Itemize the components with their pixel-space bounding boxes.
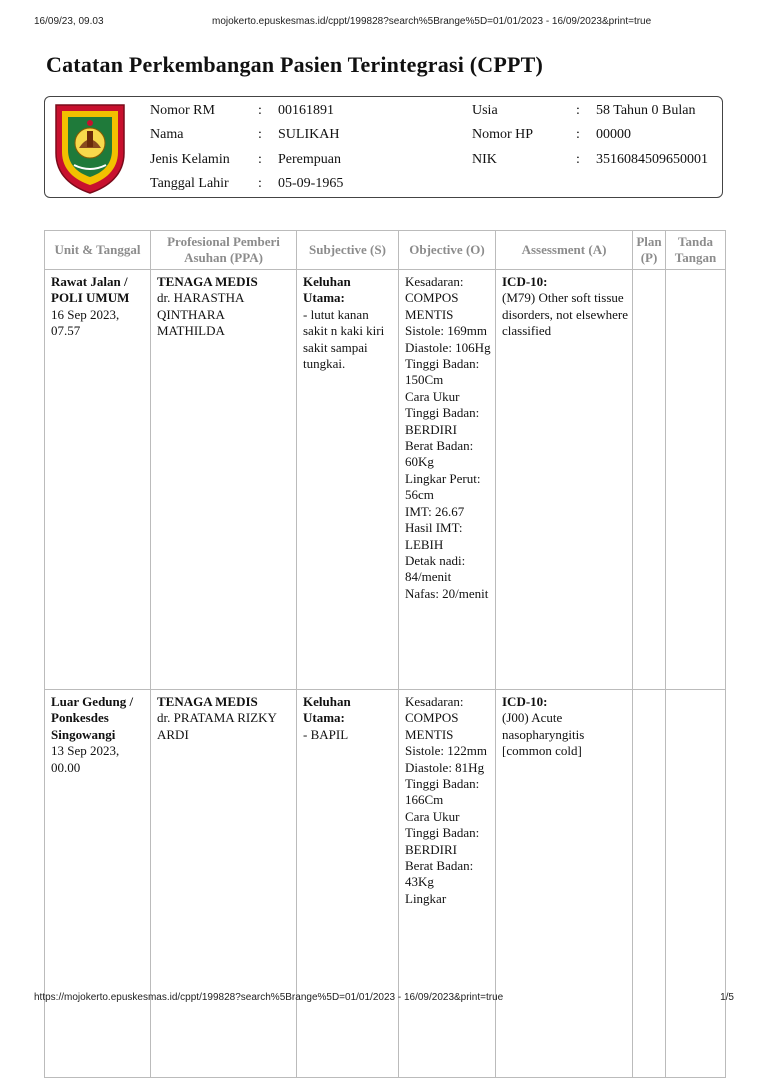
field-value: SULIKAH: [278, 127, 340, 143]
objective-line: Lingkar Perut: 56cm: [405, 470, 481, 503]
header-ppa: Profesional Pemberi Asuhan (PPA): [151, 231, 297, 270]
cell-ppa: [151, 690, 297, 1078]
subjective-text: - BAPIL: [303, 726, 349, 742]
assessment-label: ICD-10:: [502, 274, 548, 289]
patient-info-right: [472, 99, 708, 172]
print-header: [34, 16, 734, 30]
objective-line: Hasil IMT: LEBIH: [405, 520, 463, 552]
cell-subjective: [297, 270, 399, 690]
header-subjective: Subjective (S): [297, 231, 399, 270]
field-label: Jenis Kelamin: [150, 151, 230, 167]
cell-plan: [633, 690, 666, 1078]
objective-line: Nafas: 20/menit: [405, 585, 489, 601]
objective-line: Diastole: 106Hg: [405, 339, 491, 355]
cell-tanda-tangan: [666, 690, 726, 1078]
field-tanggal-lahir: [150, 172, 343, 196]
field-separator: :: [576, 103, 580, 118]
objective-line: Kesadaran: COMPOS MENTIS: [405, 694, 464, 742]
unit-name: Luar Gedung / Ponkesdes Singowangi: [51, 694, 134, 742]
header-unit-tanggal: Unit & Tanggal: [45, 231, 151, 270]
field-label: Usia: [472, 103, 498, 118]
field-nama: [150, 123, 343, 147]
header-assessment: Assessment (A): [496, 231, 633, 270]
print-datetime: 16/09/23, 09.03: [34, 16, 104, 27]
subjective-label: Keluhan Utama:: [303, 274, 351, 306]
field-label: Nomor RM: [150, 103, 215, 118]
field-nomor-rm: [150, 99, 343, 123]
cell-plan: [633, 270, 666, 690]
print-footer: [34, 992, 734, 1006]
field-value: 58 Tahun 0 Bulan: [596, 103, 696, 118]
assessment-text: (J00) Acute nasopharyngitis [common cold]: [502, 710, 585, 759]
table-row: [45, 690, 726, 1078]
field-separator: :: [576, 127, 580, 143]
objective-line: Sistole: 122mm: [405, 743, 487, 759]
objective-line: Diastole: 81Hg: [405, 759, 485, 775]
field-separator: :: [576, 151, 580, 167]
regency-emblem-logo: [52, 101, 128, 195]
cell-subjective: [297, 690, 399, 1078]
cell-unit-tanggal: [45, 270, 151, 690]
cell-objective: [399, 270, 496, 690]
cell-ppa: [151, 270, 297, 690]
field-label: Tanggal Lahir: [150, 175, 229, 191]
objective-line: Detak nadi: 84/menit: [405, 552, 466, 585]
objective-line: Tinggi Badan: 150Cm: [405, 356, 480, 388]
header-objective: Objective (O): [399, 231, 496, 270]
visit-datetime: 13 Sep 2023, 00.00: [51, 743, 120, 775]
table-header-row: [45, 231, 726, 270]
assessment-text: (M79) Other soft tissue disorders, not elsewhere classified: [502, 290, 628, 339]
field-value: 00000: [596, 127, 631, 143]
field-label: NIK: [472, 151, 497, 167]
page-number: 1/5: [720, 992, 734, 1003]
field-label: Nomor HP: [472, 127, 534, 143]
ppa-name: dr. PRATAMA RIZKY ARDI: [157, 710, 277, 742]
print-url: mojokerto.epuskesmas.id/cppt/199828?search%5Brange%5D=01/01/2023 - 16/09/2023&print=true: [212, 16, 652, 27]
unit-name: Rawat Jalan / POLI UMUM: [51, 274, 130, 306]
cppt-table: [44, 230, 726, 1078]
table-row: [45, 270, 726, 690]
subjective-text: - lutut kanan sakit n kaki kiri sakit sampai tungkai.: [303, 306, 385, 372]
objective-line: Sistole: 169mm: [405, 323, 487, 339]
field-separator: :: [258, 127, 262, 143]
field-value: 3516084509650001: [596, 151, 708, 167]
header-plan: Plan (P): [633, 231, 666, 270]
assessment-label: ICD-10:: [502, 694, 548, 709]
page-title: Catatan Perkembangan Pasien Terintegrasi (CPPT): [46, 52, 544, 77]
header-tanda-tangan: Tanda Tangan: [666, 231, 726, 270]
objective-line: Lingkar: [405, 890, 447, 906]
objective-line: Berat Badan: 43Kg: [405, 858, 474, 890]
ppa-name: dr. HARASTHA QINTHARA MATHILDA: [157, 290, 244, 339]
field-value: 00161891: [278, 103, 334, 118]
field-label: Nama: [150, 127, 184, 143]
field-jenis-kelamin: [150, 148, 343, 172]
cell-tanda-tangan: [666, 270, 726, 690]
ppa-role: TENAGA MEDIS: [157, 694, 258, 709]
objective-line: Tinggi Badan: 166Cm: [405, 776, 480, 808]
footer-url: https://mojokerto.epuskesmas.id/cppt/199828?search%5Brange%5D=01/01/2023 - 16/09/2023&print=true: [34, 992, 504, 1003]
field-separator: :: [258, 103, 262, 118]
field-nik: [472, 148, 708, 172]
cell-unit-tanggal: [45, 690, 151, 1078]
cell-assessment: [496, 690, 633, 1078]
objective-line: Cara Ukur Tinggi Badan: BERDIRI: [405, 808, 480, 857]
field-nomor-hp: [472, 123, 708, 147]
field-value: Perempuan: [278, 151, 341, 167]
field-usia: [472, 99, 708, 123]
ppa-role: TENAGA MEDIS: [157, 274, 258, 289]
cell-assessment: [496, 270, 633, 690]
patient-info-card: [44, 96, 723, 198]
visit-datetime: 16 Sep 2023, 07.57: [51, 306, 120, 339]
field-separator: :: [258, 175, 262, 191]
objective-line: Kesadaran: COMPOS MENTIS: [405, 274, 464, 322]
field-separator: :: [258, 151, 262, 167]
objective-line: Berat Badan: 60Kg: [405, 438, 474, 470]
cell-objective: [399, 690, 496, 1078]
objective-line: Cara Ukur Tinggi Badan: BERDIRI: [405, 388, 480, 437]
field-value: 05-09-1965: [278, 175, 344, 191]
patient-info-left: [150, 99, 343, 196]
objective-line: IMT: 26.67: [405, 503, 465, 519]
subjective-label: Keluhan Utama:: [303, 694, 351, 726]
